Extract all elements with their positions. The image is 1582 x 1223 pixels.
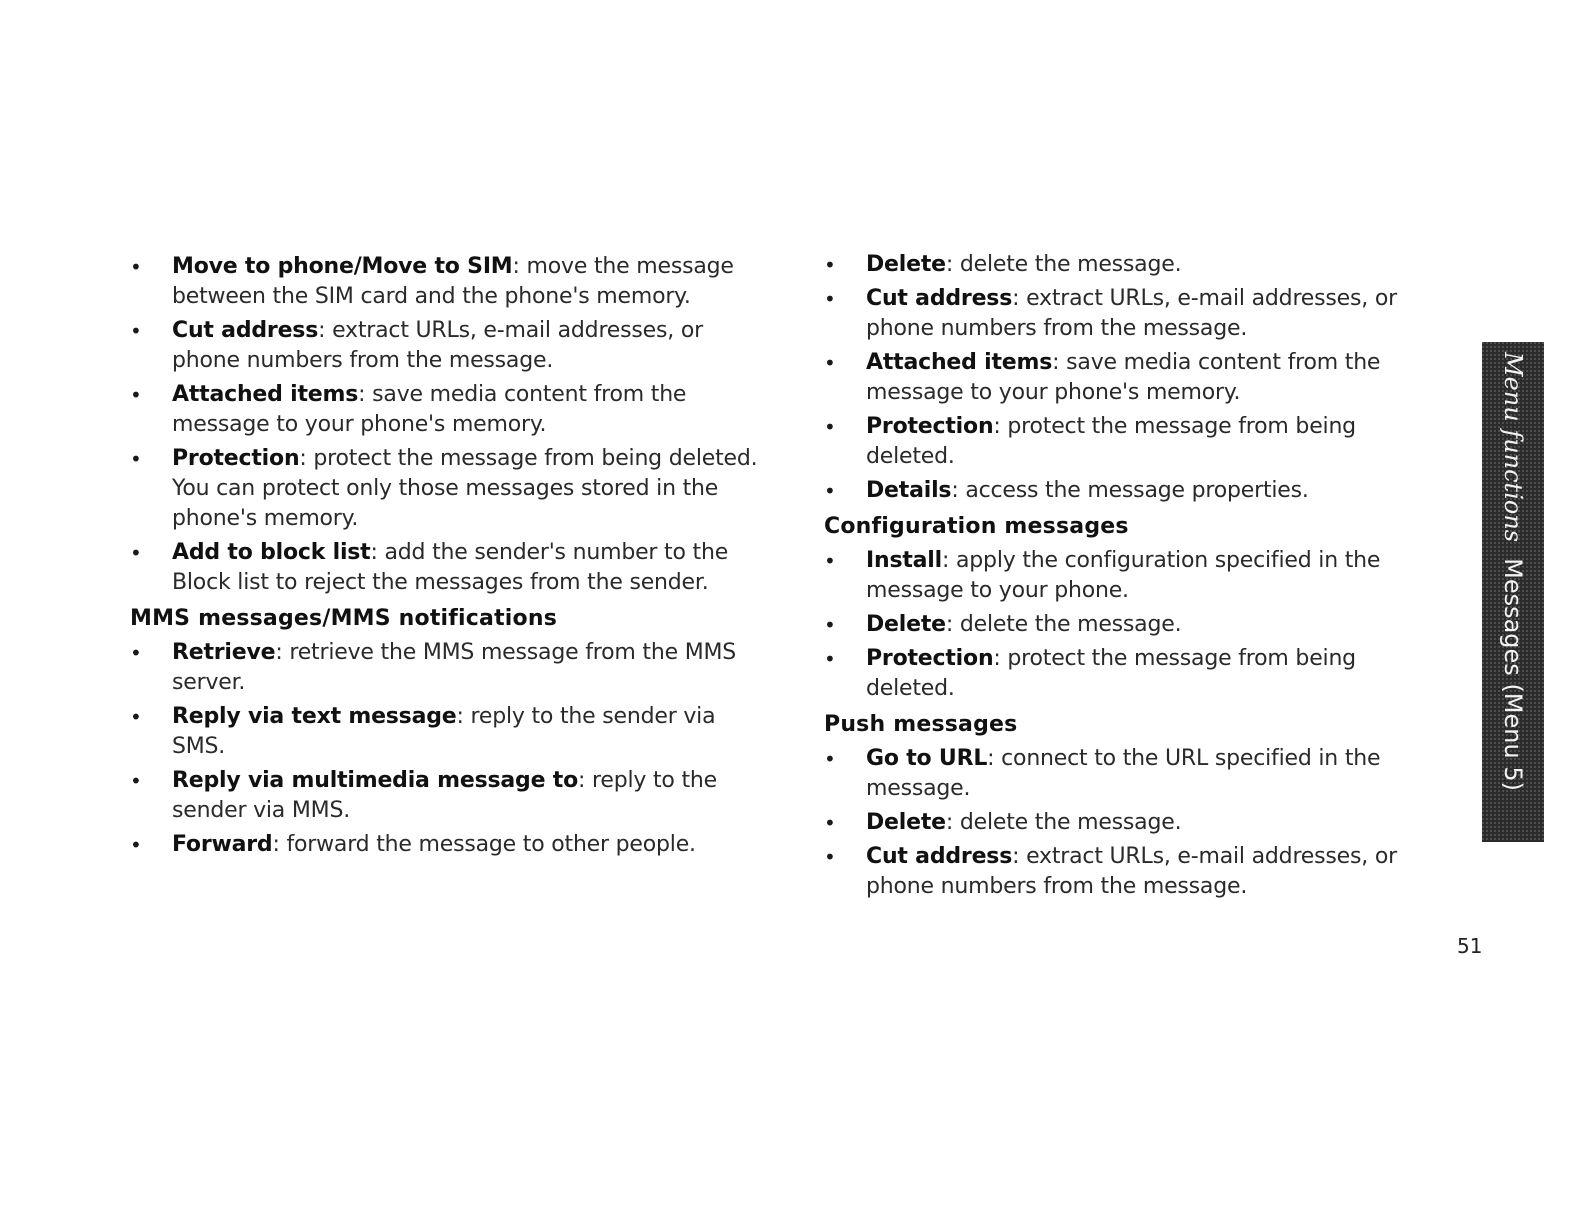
option-desc: : apply the configuration specified in the message to your phone. <box>866 548 1381 603</box>
list-item <box>130 316 770 376</box>
list-item <box>824 644 1444 704</box>
option-term: Retrieve <box>172 640 276 665</box>
list-item <box>824 744 1444 804</box>
option-desc: : extract URLs, e-mail addresses, or phone numbers from the message. <box>866 286 1397 341</box>
left-column <box>130 252 770 864</box>
option-term: Delete <box>866 252 946 277</box>
option-desc: : delete the message. <box>945 612 1182 637</box>
option-term: Install <box>866 548 942 573</box>
option-term: Delete <box>866 612 946 637</box>
list-item <box>824 412 1444 472</box>
list-item <box>824 808 1444 838</box>
option-term: Cut address <box>866 286 1013 311</box>
option-desc: : protect the message from being deleted. <box>866 646 1356 701</box>
list-item <box>130 702 770 762</box>
mms-options-list <box>130 638 770 860</box>
option-term: Protection <box>866 646 994 671</box>
option-term: Forward <box>172 832 273 857</box>
option-desc: : connect to the URL specified in the message. <box>866 746 1381 801</box>
page-number: 51 <box>1457 934 1483 958</box>
option-desc: : delete the message. <box>945 252 1182 277</box>
side-tab-subsection: Messages (Menu 5) <box>1499 558 1527 791</box>
configuration-options-list <box>824 546 1444 704</box>
section-heading-configuration: Configuration messages <box>824 514 1129 539</box>
option-desc: : reply to the sender via MMS. <box>172 768 717 823</box>
list-item <box>130 252 770 312</box>
chapter-side-tab <box>1482 342 1544 842</box>
option-desc: : reply to the sender via SMS. <box>172 704 716 759</box>
option-term: Details <box>866 478 952 503</box>
option-desc: : delete the message. <box>945 810 1182 835</box>
option-term: Add to block list <box>172 540 371 565</box>
list-item <box>130 444 770 534</box>
option-term: Move to phone/Move to SIM <box>172 254 513 279</box>
option-term: Attached items <box>866 350 1053 375</box>
option-desc: : retrieve the MMS message from the MMS server. <box>172 640 737 695</box>
option-term: Delete <box>866 810 946 835</box>
list-item <box>824 250 1444 280</box>
option-term: Cut address <box>172 318 319 343</box>
option-desc: : add the sender's number to the Block list to reject the messages from the sender. <box>172 540 729 595</box>
list-item <box>824 476 1444 506</box>
message-options-list <box>824 250 1444 506</box>
option-desc: : extract URLs, e-mail addresses, or phone numbers from the message. <box>172 318 703 373</box>
list-item <box>824 284 1444 344</box>
option-desc: : save media content from the message to your phone's memory. <box>172 382 687 437</box>
list-item <box>824 842 1444 902</box>
side-tab-section: Menu functions <box>1499 352 1527 543</box>
list-item <box>824 348 1444 408</box>
option-term: Reply via text message <box>172 704 457 729</box>
option-desc: : forward the message to other people. <box>272 832 696 857</box>
list-item <box>130 638 770 698</box>
list-item <box>130 538 770 598</box>
push-options-list <box>824 744 1444 902</box>
option-term: Cut address <box>866 844 1013 869</box>
right-column <box>824 250 1444 906</box>
option-desc: : protect the message from being deleted. You can protect only those messages stored in the phone's memory. <box>172 446 758 531</box>
option-term: Go to URL <box>866 746 988 771</box>
side-tab-label <box>1498 342 1528 842</box>
option-term: Reply via multimedia message to <box>172 768 578 793</box>
option-term: Protection <box>866 414 994 439</box>
option-desc: : protect the message from being deleted. <box>866 414 1356 469</box>
list-item <box>130 380 770 440</box>
list-item <box>130 830 770 860</box>
option-desc: : save media content from the message to your phone's memory. <box>866 350 1381 405</box>
option-term: Attached items <box>172 382 359 407</box>
message-options-list <box>130 252 770 598</box>
option-desc: : extract URLs, e-mail addresses, or phone numbers from the message. <box>866 844 1397 899</box>
section-heading-push: Push messages <box>824 712 1018 737</box>
list-item <box>824 546 1444 606</box>
list-item <box>130 766 770 826</box>
option-desc: : move the message between the SIM card and the phone's memory. <box>172 254 734 309</box>
list-item <box>824 610 1444 640</box>
option-term: Protection <box>172 446 300 471</box>
section-heading-mms: MMS messages/MMS notifications <box>130 606 558 631</box>
option-desc: : access the message properties. <box>951 478 1309 503</box>
